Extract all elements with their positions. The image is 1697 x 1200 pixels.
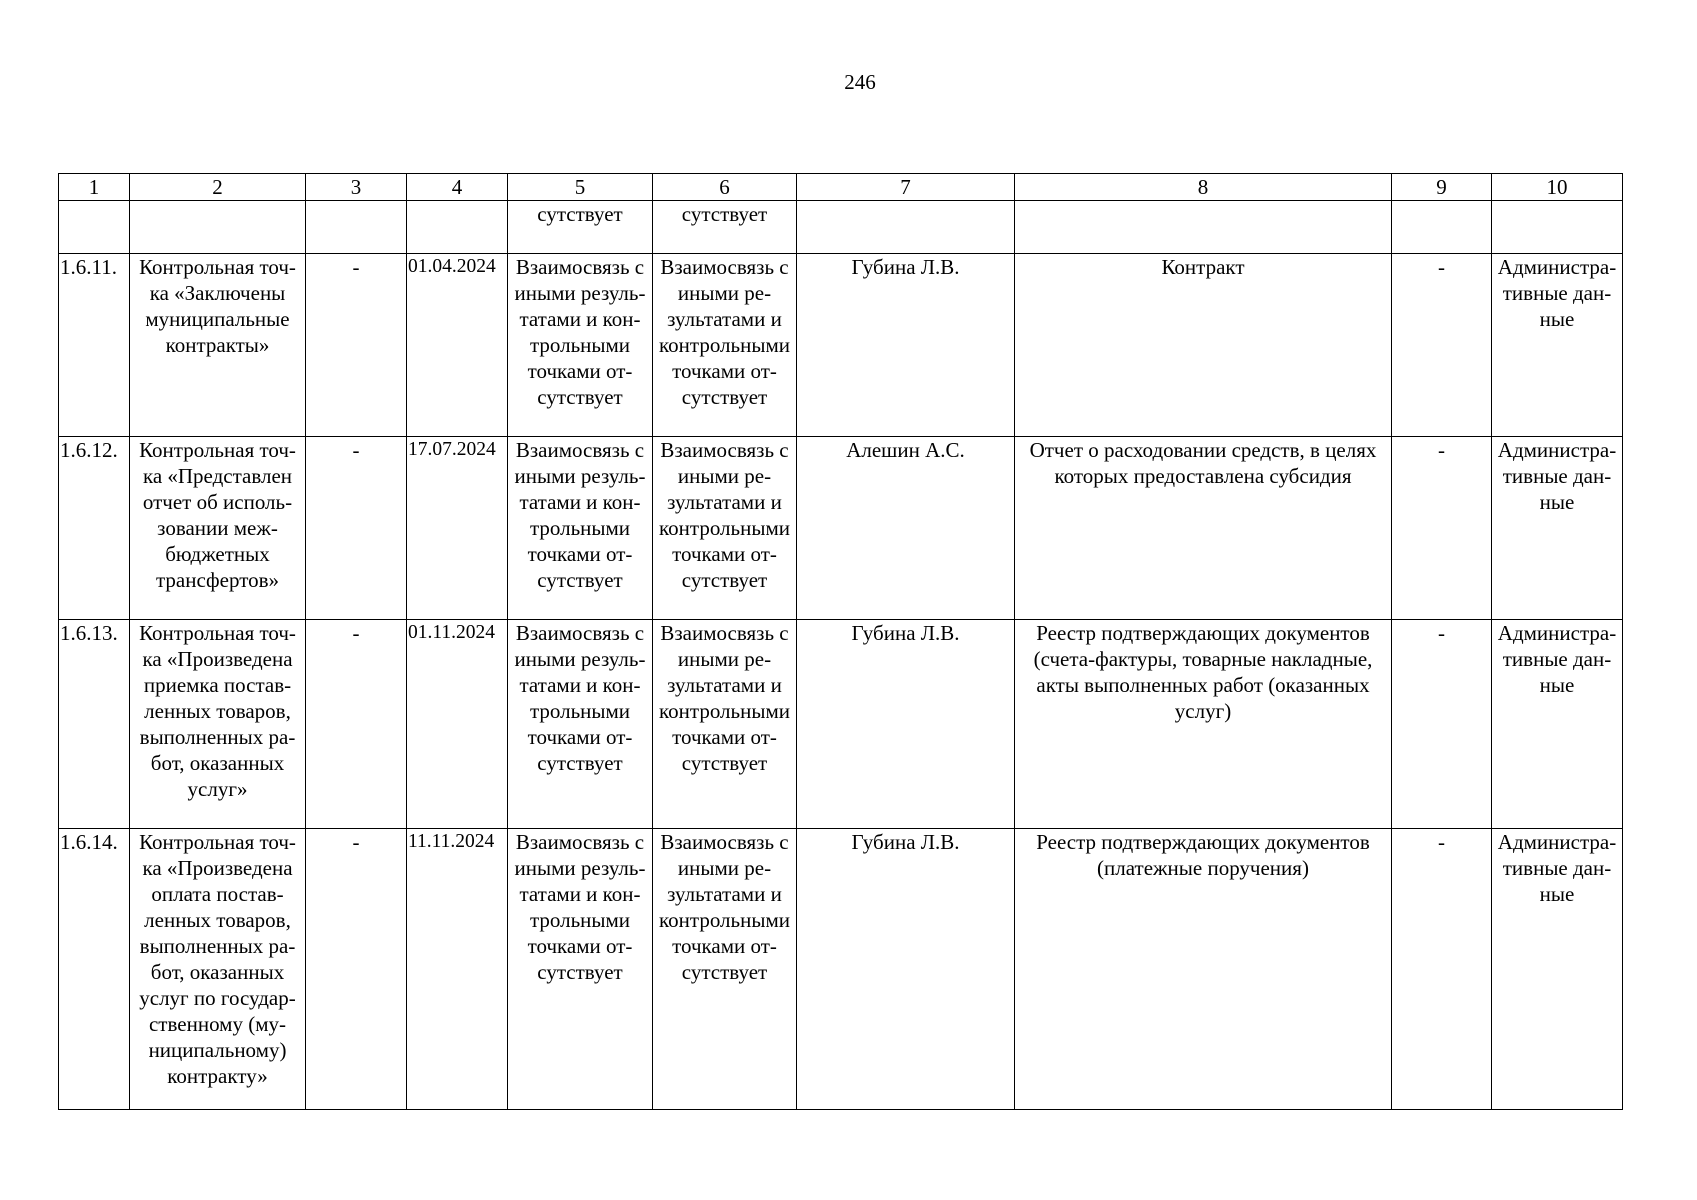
column-header: 3 [306, 174, 407, 201]
column-header: 9 [1392, 174, 1492, 201]
column-header: 6 [653, 174, 797, 201]
document-type: Отчет о расходовании средств, в целях которых предоставлена субсидия [1015, 437, 1392, 620]
relation-points-cell: Взаимосвязь с иными ре- зультатами и контрольными точками от- сутствует [653, 254, 797, 437]
relation-results-cell: сутствует [508, 201, 653, 254]
row-number: 1.6.11. [59, 254, 130, 437]
responsible-person: Губина Л.В. [797, 620, 1015, 829]
col3-value: - [306, 437, 407, 620]
date-cell: 01.04.2024 [407, 254, 508, 437]
table-cell [306, 201, 407, 254]
document-type: Контракт [1015, 254, 1392, 437]
column-header: 4 [407, 174, 508, 201]
col9-value: - [1392, 254, 1492, 437]
table-row [59, 254, 1623, 437]
row-number: 1.6.14. [59, 829, 130, 1110]
continuation-row [59, 201, 1623, 254]
relation-results-cell: Взаимосвязь с иными резуль- татами и кон- трольными точками от- сутствует [508, 254, 653, 437]
row-number: 1.6.12. [59, 437, 130, 620]
column-header: 1 [59, 174, 130, 201]
row-number: 1.6.13. [59, 620, 130, 829]
data-source: Администра- тивные дан- ные [1492, 254, 1623, 437]
control-point-name: Контрольная точ- ка «Произведена приемка постав- ленных товаров, выполненных ра- бот, оказанных услуг» [130, 620, 306, 829]
control-point-name: Контрольная точ- ка «Представлен отчет об исполь- зовании меж- бюджетных трансфертов» [130, 437, 306, 620]
column-header: 10 [1492, 174, 1623, 201]
data-source: Администра- тивные дан- ные [1492, 829, 1623, 1110]
table-cell [130, 201, 306, 254]
column-header: 2 [130, 174, 306, 201]
table-cell [1492, 201, 1623, 254]
column-header: 8 [1015, 174, 1392, 201]
relation-points-cell: Взаимосвязь с иными ре- зультатами и контрольными точками от- сутствует [653, 829, 797, 1110]
responsible-person: Губина Л.В. [797, 254, 1015, 437]
control-points-table [58, 173, 1623, 1110]
responsible-person: Губина Л.В. [797, 829, 1015, 1110]
date-cell: 11.11.2024 [407, 829, 508, 1110]
relation-results-cell: Взаимосвязь с иными резуль- татами и кон- трольными точками от- сутствует [508, 620, 653, 829]
table-row [59, 620, 1623, 829]
column-number-header-row [59, 174, 1623, 201]
control-point-name: Контрольная точ- ка «Произведена оплата постав- ленных товаров, выполненных ра- бот, оказанных услуг по государ- ственному (му- ниципальному) контракту» [130, 829, 306, 1110]
col9-value: - [1392, 620, 1492, 829]
column-header: 7 [797, 174, 1015, 201]
table-cell [1015, 201, 1392, 254]
table-cell [59, 201, 130, 254]
table-cell [797, 201, 1015, 254]
page-number: 246 [844, 70, 876, 94]
table-row [59, 829, 1623, 1110]
relation-results-cell: Взаимосвязь с иными резуль- татами и кон- трольными точками от- сутствует [508, 437, 653, 620]
data-source: Администра- тивные дан- ные [1492, 437, 1623, 620]
responsible-person: Алешин А.С. [797, 437, 1015, 620]
table-row [59, 437, 1623, 620]
control-point-name: Контрольная точ- ка «Заключены муниципальные контракты» [130, 254, 306, 437]
column-header: 5 [508, 174, 653, 201]
date-cell: 01.11.2024 [407, 620, 508, 829]
document-type: Реестр подтверждающих документов (счета-фактуры, товарные накладные, акты выполненных работ (оказанных услуг) [1015, 620, 1392, 829]
table-cell [1392, 201, 1492, 254]
relation-points-cell: Взаимосвязь с иными ре- зультатами и контрольными точками от- сутствует [653, 437, 797, 620]
date-cell: 17.07.2024 [407, 437, 508, 620]
table-cell [407, 201, 508, 254]
col3-value: - [306, 254, 407, 437]
relation-points-cell: сутствует [653, 201, 797, 254]
document-type: Реестр подтверждающих документов (платежные поручения) [1015, 829, 1392, 1110]
col3-value: - [306, 620, 407, 829]
col9-value: - [1392, 437, 1492, 620]
col9-value: - [1392, 829, 1492, 1110]
relation-points-cell: Взаимосвязь с иными ре- зультатами и контрольными точками от- сутствует [653, 620, 797, 829]
relation-results-cell: Взаимосвязь с иными резуль- татами и кон- трольными точками от- сутствует [508, 829, 653, 1110]
data-source: Администра- тивные дан- ные [1492, 620, 1623, 829]
col3-value: - [306, 829, 407, 1110]
